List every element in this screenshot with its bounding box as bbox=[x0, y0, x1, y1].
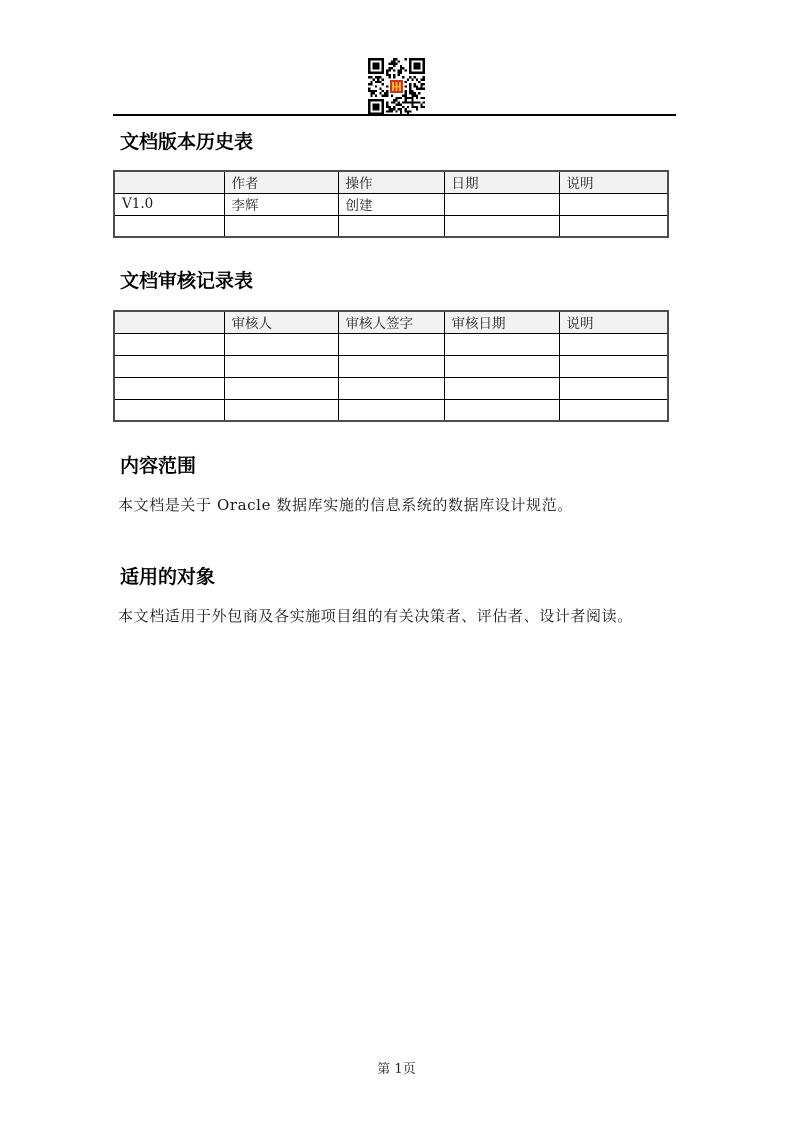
table-cell bbox=[559, 215, 668, 237]
page-number: 第 1页 bbox=[377, 1062, 416, 1077]
content-scope-title: 内容范围 bbox=[120, 455, 197, 477]
table-cell bbox=[114, 333, 224, 355]
table-cell bbox=[224, 215, 338, 237]
table-cell bbox=[338, 355, 444, 377]
table-cell bbox=[559, 193, 668, 215]
version-history-table bbox=[113, 170, 669, 238]
table-cell bbox=[559, 399, 668, 421]
review-record-title: 文档审核记录表 bbox=[120, 270, 254, 292]
table-cell bbox=[114, 215, 224, 237]
table-row bbox=[114, 333, 668, 355]
table-cell bbox=[444, 399, 559, 421]
table-cell bbox=[224, 333, 338, 355]
audience-paragraph: 本文档适用于外包商及各实施项目组的有关决策者、评估者、设计者阅读。 bbox=[118, 607, 633, 625]
table-row bbox=[114, 215, 668, 237]
table-cell: 李辉 bbox=[224, 193, 338, 215]
table-cell bbox=[444, 215, 559, 237]
column-header: 说明 bbox=[559, 311, 668, 333]
table-cell bbox=[444, 355, 559, 377]
column-header: 审核人 bbox=[224, 311, 338, 333]
table-cell bbox=[114, 355, 224, 377]
table-cell bbox=[559, 355, 668, 377]
column-header bbox=[114, 171, 224, 193]
column-header: 审核人签字 bbox=[338, 311, 444, 333]
column-header: 审核日期 bbox=[444, 311, 559, 333]
column-header: 作者 bbox=[224, 171, 338, 193]
table-cell bbox=[444, 193, 559, 215]
table-cell bbox=[338, 399, 444, 421]
table-cell bbox=[444, 333, 559, 355]
qr-code-icon bbox=[368, 58, 425, 115]
table-cell bbox=[224, 355, 338, 377]
table-row bbox=[114, 399, 668, 421]
table-cell bbox=[114, 399, 224, 421]
table-cell bbox=[559, 333, 668, 355]
table-cell bbox=[559, 377, 668, 399]
table-cell bbox=[224, 399, 338, 421]
header-divider bbox=[113, 114, 676, 116]
audience-title: 适用的对象 bbox=[120, 566, 216, 588]
table-cell bbox=[338, 215, 444, 237]
column-header: 说明 bbox=[559, 171, 668, 193]
table-cell bbox=[338, 333, 444, 355]
review-record-table bbox=[113, 310, 669, 422]
table-row bbox=[114, 355, 668, 377]
column-header: 操作 bbox=[338, 171, 444, 193]
column-header bbox=[114, 311, 224, 333]
table-cell: 创建 bbox=[338, 193, 444, 215]
content-scope-paragraph: 本文档是关于 Oracle 数据库实施的信息系统的数据库设计规范。 bbox=[118, 496, 573, 514]
table-cell bbox=[444, 377, 559, 399]
table-row bbox=[114, 193, 668, 215]
column-header: 日期 bbox=[444, 171, 559, 193]
table-cell bbox=[224, 377, 338, 399]
version-history-title: 文档版本历史表 bbox=[120, 131, 254, 153]
table-header-row bbox=[114, 171, 668, 193]
table-header-row bbox=[114, 311, 668, 333]
table-cell bbox=[338, 377, 444, 399]
table-row bbox=[114, 377, 668, 399]
table-cell bbox=[114, 377, 224, 399]
table-cell: V1.0 bbox=[114, 193, 224, 215]
